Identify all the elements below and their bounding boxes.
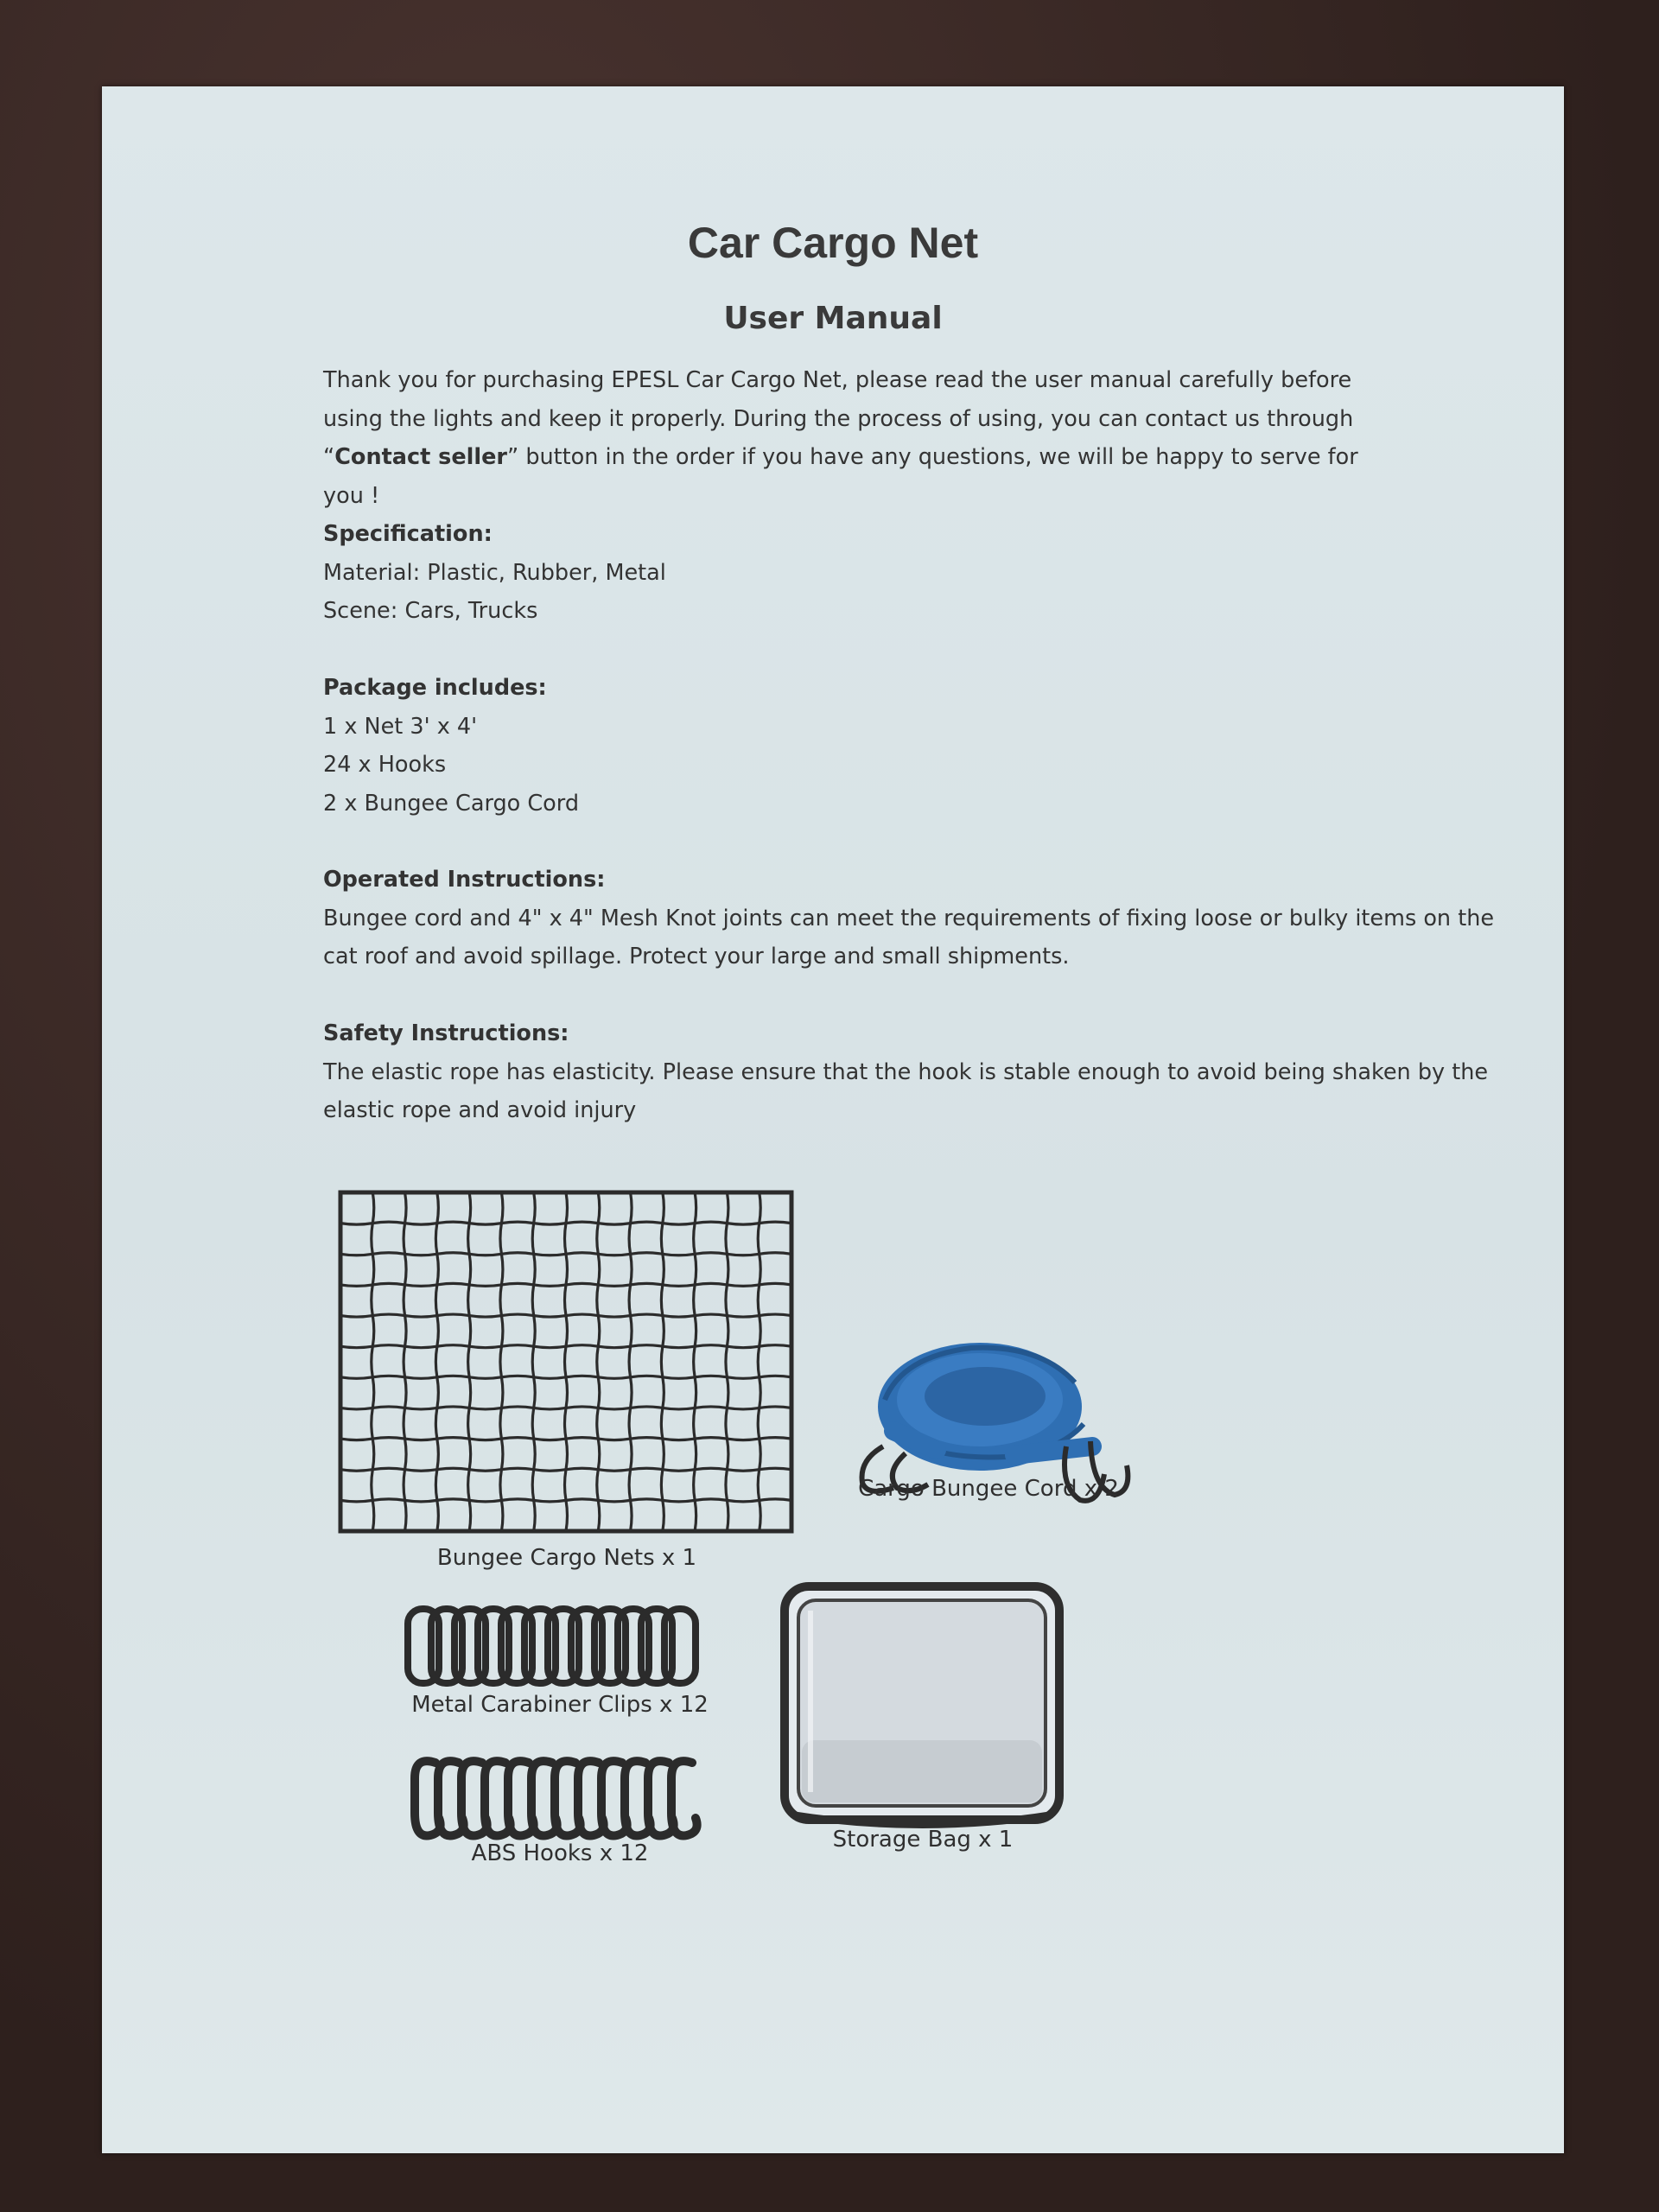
operated-section	[323, 861, 1524, 976]
safety-text: The elastic rope has elasticity. Please ensure that the hook is stable enough to avoid being shaken by the elastic rope and avoid injury	[323, 1058, 1489, 1123]
carabiner-clips-icon	[403, 1604, 722, 1690]
storage-bag-icon	[776, 1576, 1070, 1835]
intro-text-end: ” button in the order if you have any questions, we will be happy to serve for you !	[323, 444, 1358, 509]
intro-paragraph	[323, 361, 1395, 515]
item-caption-hooks: ABS Hooks x 12	[471, 1840, 649, 1866]
package-section	[323, 669, 1524, 823]
package-heading: Package includes:	[323, 675, 547, 701]
item-caption-clips: Metal Carabiner Clips x 12	[411, 1692, 709, 1718]
package-line: 2 x Bungee Cargo Cord	[323, 790, 580, 817]
manual-page	[102, 86, 1564, 2153]
item-caption-bag: Storage Bag x 1	[832, 1827, 1014, 1853]
package-line: 24 x Hooks	[323, 752, 447, 778]
intro-text-start: Thank you for purchasing EPESL Car Cargo Net, please read the user manual carefully before using the lights and keep it properly. During the process of using, you can contact us through “	[323, 367, 1354, 470]
document-subtitle: User Manual	[723, 301, 943, 336]
safety-heading: Safety Instructions:	[323, 1020, 569, 1046]
item-caption-cord: Cargo Bungee Cord x 2	[858, 1476, 1119, 1502]
operated-heading: Operated Instructions:	[323, 867, 606, 893]
cargo-net-icon	[334, 1185, 800, 1540]
specification-line: Material: Plastic, Rubber, Metal	[323, 559, 666, 586]
abs-hooks-icon	[403, 1752, 722, 1847]
document-title: Car Cargo Net	[687, 219, 979, 267]
specification-line: Scene: Cars, Trucks	[323, 598, 538, 624]
item-caption-net: Bungee Cargo Nets x 1	[436, 1545, 697, 1571]
specification-heading: Specification:	[323, 521, 493, 547]
specification-section	[323, 515, 1524, 631]
operated-text: Bungee cord and 4" x 4" Mesh Knot joints can meet the requirements of fixing loose or bulky items on the cat roof and avoid spillage. Protect your large and small shipments.	[323, 905, 1495, 969]
package-line: 1 x Net 3' x 4'	[323, 713, 478, 740]
intro-contact-seller: Contact seller	[334, 444, 508, 470]
safety-section	[323, 1014, 1524, 1130]
